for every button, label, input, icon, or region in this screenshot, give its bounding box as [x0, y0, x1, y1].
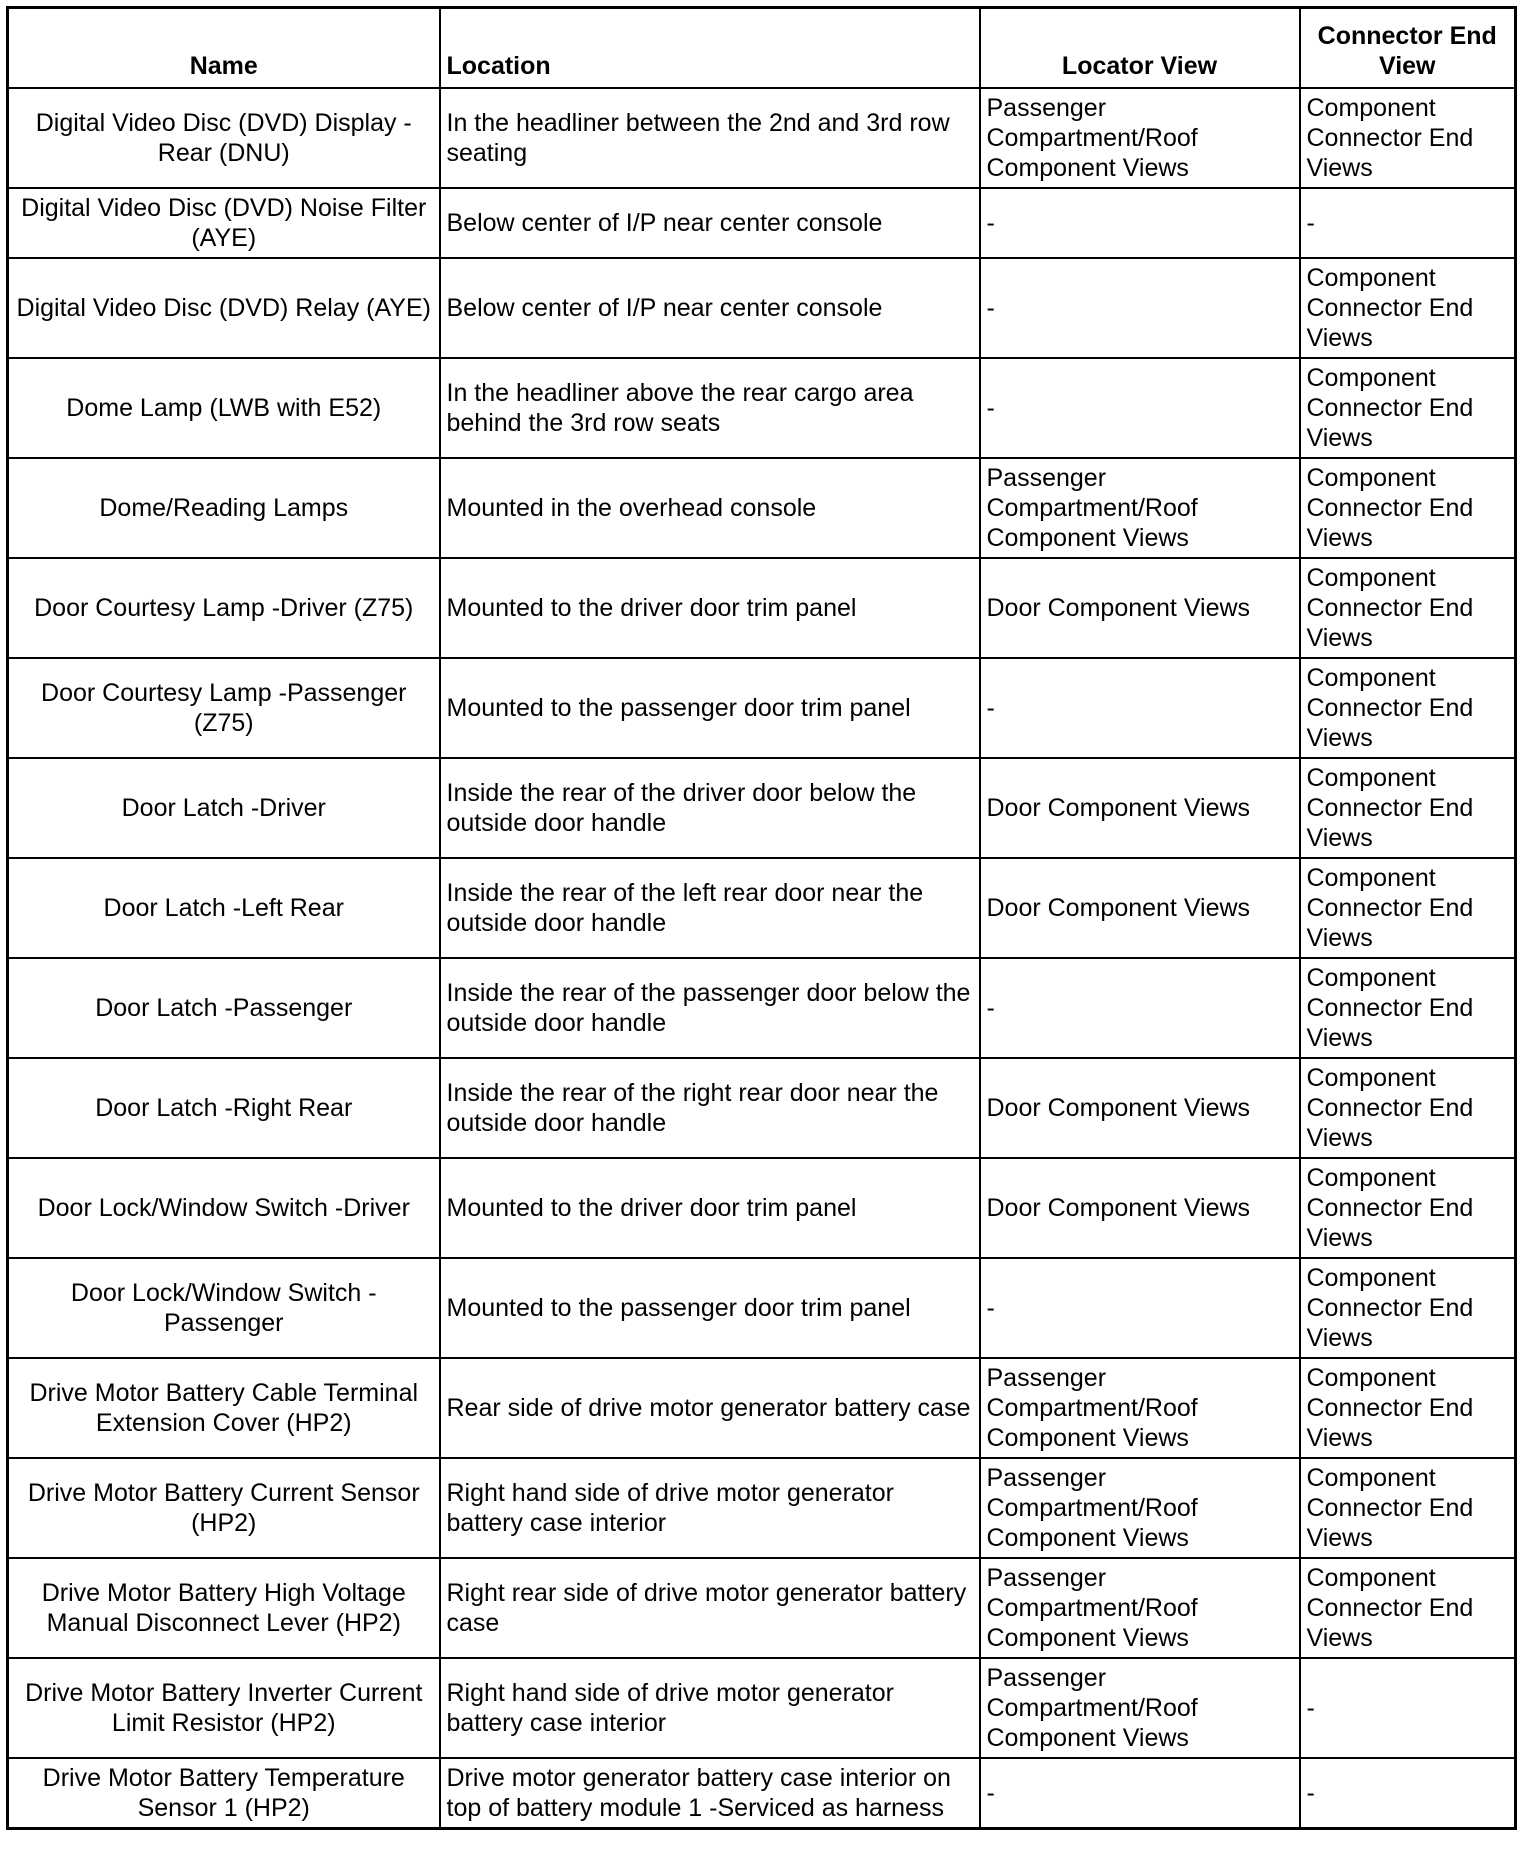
table-row [8, 758, 1516, 858]
cell-name: Drive Motor Battery High Voltage Manual Disconnect Lever (HP2) [8, 1558, 440, 1658]
cell-location: Below center of I/P near center console [440, 188, 980, 258]
cell-location: Mounted to the driver door trim panel [440, 558, 980, 658]
table-row [8, 1058, 1516, 1158]
cell-connector-end-view: Component Connector End Views [1300, 958, 1516, 1058]
cell-locator-view: Passenger Compartment/Roof Component Views [980, 1658, 1300, 1758]
cell-connector-end-view: Component Connector End Views [1300, 1258, 1516, 1358]
cell-connector-end-view: - [1300, 188, 1516, 258]
cell-name: Door Latch -Driver [8, 758, 440, 858]
table-row [8, 88, 1516, 188]
document-page [6, 6, 1514, 1872]
cell-connector-end-view: Component Connector End Views [1300, 458, 1516, 558]
table-row [8, 1658, 1516, 1758]
cell-connector-end-view: Component Connector End Views [1300, 858, 1516, 958]
cell-connector-end-view: Component Connector End Views [1300, 88, 1516, 188]
table-row [8, 558, 1516, 658]
cell-name: Drive Motor Battery Cable Terminal Extension Cover (HP2) [8, 1358, 440, 1458]
table-row [8, 658, 1516, 758]
table-row [8, 858, 1516, 958]
table-row [8, 458, 1516, 558]
cell-locator-view: Door Component Views [980, 558, 1300, 658]
cell-locator-view: - [980, 1258, 1300, 1358]
cell-connector-end-view: Component Connector End Views [1300, 258, 1516, 358]
cell-location: Right hand side of drive motor generator battery case interior [440, 1458, 980, 1558]
header-locator-view: Locator View [980, 8, 1300, 89]
cell-locator-view: - [980, 188, 1300, 258]
cell-location: In the headliner between the 2nd and 3rd row seating [440, 88, 980, 188]
table-row [8, 1458, 1516, 1558]
cell-locator-view: Passenger Compartment/Roof Component Views [980, 1358, 1300, 1458]
cell-connector-end-view: Component Connector End Views [1300, 1058, 1516, 1158]
cell-locator-view: Door Component Views [980, 1058, 1300, 1158]
cell-name: Door Latch -Left Rear [8, 858, 440, 958]
table-row [8, 1758, 1516, 1829]
cell-location: Inside the rear of the passenger door below the outside door handle [440, 958, 980, 1058]
cell-location: Inside the rear of the right rear door near the outside door handle [440, 1058, 980, 1158]
cell-connector-end-view: Component Connector End Views [1300, 358, 1516, 458]
header-connector-end-view: Connector End View [1300, 8, 1516, 89]
cell-name: Dome Lamp (LWB with E52) [8, 358, 440, 458]
cell-location: Mounted to the driver door trim panel [440, 1158, 980, 1258]
table-row [8, 1258, 1516, 1358]
header-row [8, 8, 1516, 89]
cell-location: Drive motor generator battery case interior on top of battery module 1 -Serviced as harness [440, 1758, 980, 1829]
cell-location: In the headliner above the rear cargo area behind the 3rd row seats [440, 358, 980, 458]
cell-location: Mounted in the overhead console [440, 458, 980, 558]
cell-connector-end-view: Component Connector End Views [1300, 758, 1516, 858]
cell-location: Mounted to the passenger door trim panel [440, 658, 980, 758]
cell-name: Door Courtesy Lamp -Driver (Z75) [8, 558, 440, 658]
cell-connector-end-view: Component Connector End Views [1300, 558, 1516, 658]
cell-connector-end-view: - [1300, 1758, 1516, 1829]
cell-locator-view: - [980, 958, 1300, 1058]
cell-name: Dome/Reading Lamps [8, 458, 440, 558]
cell-name: Door Lock/Window Switch -Passenger [8, 1258, 440, 1358]
cell-name: Door Courtesy Lamp -Passenger (Z75) [8, 658, 440, 758]
table-row [8, 358, 1516, 458]
cell-name: Drive Motor Battery Current Sensor (HP2) [8, 1458, 440, 1558]
cell-connector-end-view: - [1300, 1658, 1516, 1758]
cell-location: Right hand side of drive motor generator battery case interior [440, 1658, 980, 1758]
cell-locator-view: Passenger Compartment/Roof Component Views [980, 88, 1300, 188]
cell-locator-view: Passenger Compartment/Roof Component Views [980, 1458, 1300, 1558]
cell-connector-end-view: Component Connector End Views [1300, 1558, 1516, 1658]
cell-name: Door Latch -Right Rear [8, 1058, 440, 1158]
table-row [8, 258, 1516, 358]
cell-locator-view: Door Component Views [980, 758, 1300, 858]
cell-name: Digital Video Disc (DVD) Relay (AYE) [8, 258, 440, 358]
cell-locator-view: Door Component Views [980, 1158, 1300, 1258]
cell-locator-view: Door Component Views [980, 858, 1300, 958]
cell-name: Digital Video Disc (DVD) Display -Rear (DNU) [8, 88, 440, 188]
cell-name: Digital Video Disc (DVD) Noise Filter (AYE) [8, 188, 440, 258]
cell-location: Inside the rear of the left rear door near the outside door handle [440, 858, 980, 958]
table-row [8, 1358, 1516, 1458]
table-row [8, 958, 1516, 1058]
cell-locator-view: - [980, 1758, 1300, 1829]
cell-name: Door Latch -Passenger [8, 958, 440, 1058]
cell-location: Rear side of drive motor generator battery case [440, 1358, 980, 1458]
cell-location: Mounted to the passenger door trim panel [440, 1258, 980, 1358]
table-row [8, 188, 1516, 258]
cell-connector-end-view: Component Connector End Views [1300, 1358, 1516, 1458]
cell-location: Below center of I/P near center console [440, 258, 980, 358]
cell-location: Inside the rear of the driver door below the outside door handle [440, 758, 980, 858]
cell-name: Door Lock/Window Switch -Driver [8, 1158, 440, 1258]
cell-locator-view: Passenger Compartment/Roof Component Views [980, 1558, 1300, 1658]
cell-connector-end-view: Component Connector End Views [1300, 1158, 1516, 1258]
cell-location: Right rear side of drive motor generator battery case [440, 1558, 980, 1658]
cell-locator-view: - [980, 258, 1300, 358]
cell-locator-view: Passenger Compartment/Roof Component Views [980, 458, 1300, 558]
table-header [8, 8, 1516, 89]
cell-name: Drive Motor Battery Temperature Sensor 1 (HP2) [8, 1758, 440, 1829]
cell-connector-end-view: Component Connector End Views [1300, 658, 1516, 758]
component-locator-table [6, 6, 1517, 1830]
header-name: Name [8, 8, 440, 89]
table-row [8, 1158, 1516, 1258]
cell-connector-end-view: Component Connector End Views [1300, 1458, 1516, 1558]
cell-locator-view: - [980, 658, 1300, 758]
table-body [8, 88, 1516, 1829]
table-row [8, 1558, 1516, 1658]
cell-name: Drive Motor Battery Inverter Current Limit Resistor (HP2) [8, 1658, 440, 1758]
cell-locator-view: - [980, 358, 1300, 458]
header-location: Location [440, 8, 980, 89]
